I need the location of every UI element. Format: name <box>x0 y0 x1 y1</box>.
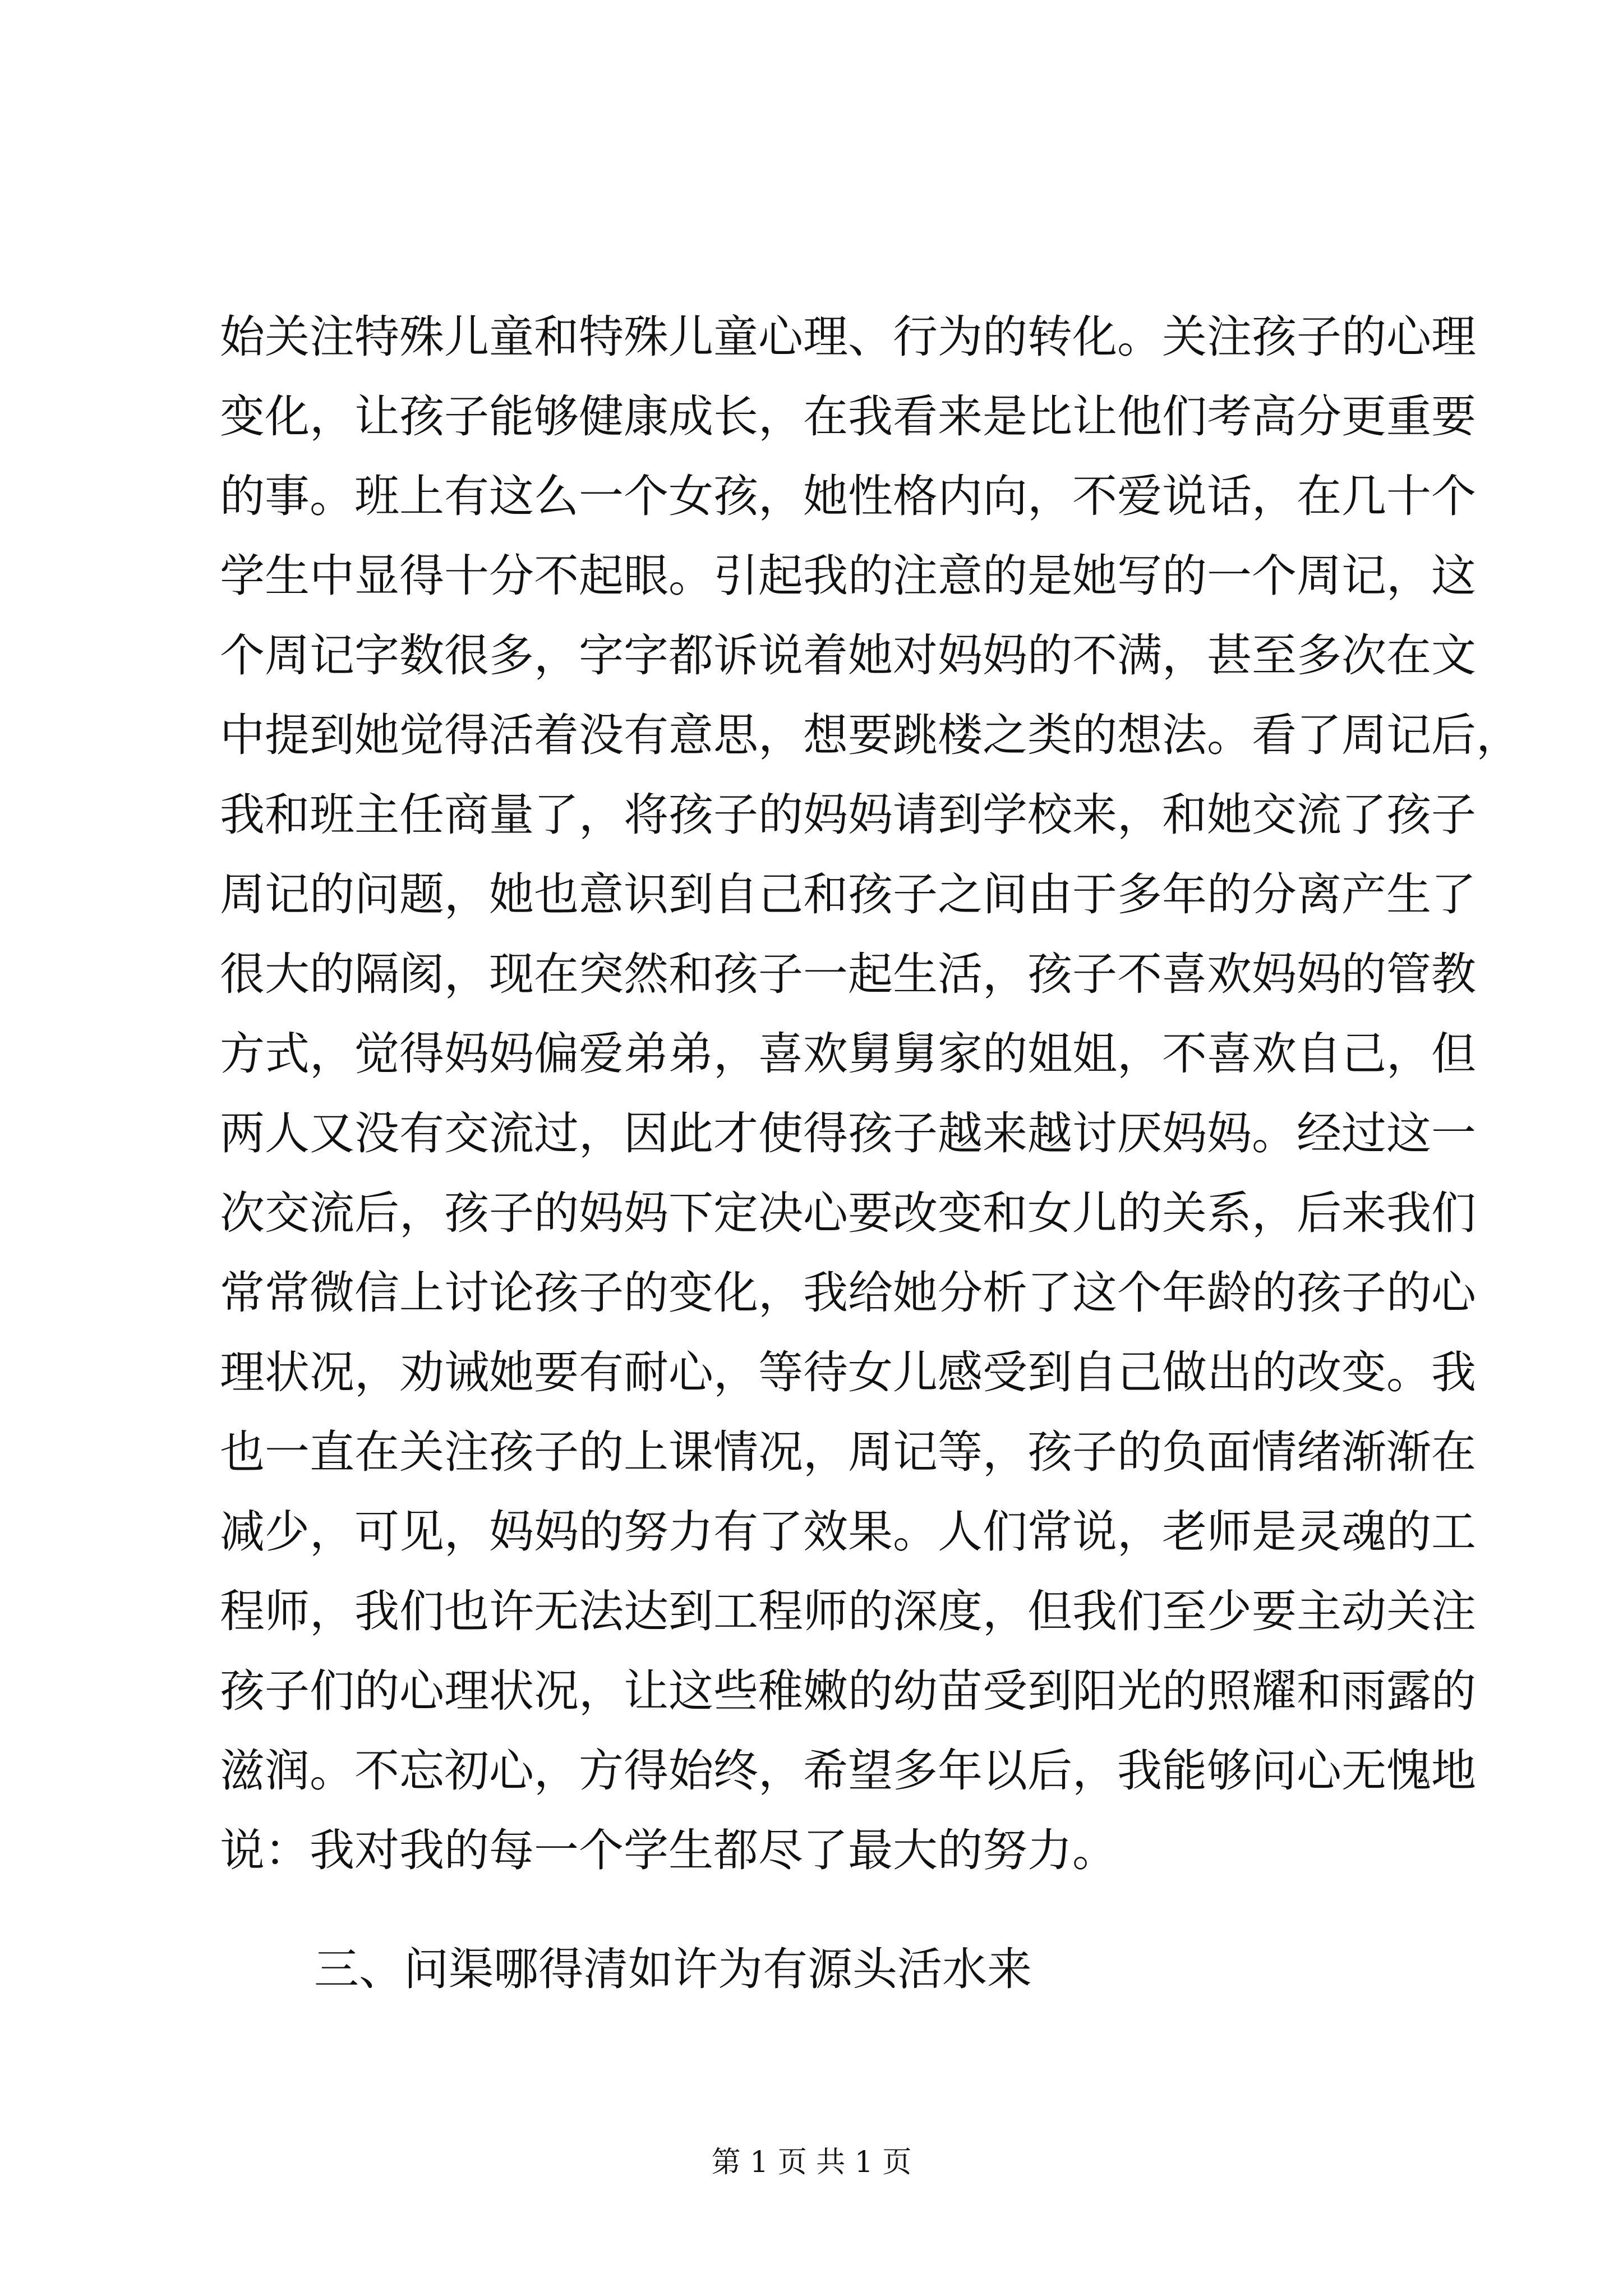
paragraph-line: 我和班主任商量了，将孩子的妈妈请到学校来，和她交流了孩子 <box>220 789 1476 841</box>
body-paragraph <box>220 297 1521 1890</box>
paragraph-line: 个周记字数很多，字字都诉说着她对妈妈的不满，甚至多次在文 <box>220 629 1476 682</box>
paragraph-line: 减少，可见，妈妈的努力有了效果。人们常说，老师是灵魂的工 <box>220 1506 1476 1558</box>
paragraph-line: 也一直在关注孩子的上课情况，周记等，孩子的负面情绪渐渐在 <box>220 1426 1476 1478</box>
paragraph-line: 始关注特殊儿童和特殊儿童心理、行为的转化。关注孩子的心理 <box>220 311 1476 363</box>
paragraph-line: 常常微信上讨论孩子的变化，我给她分析了这个年龄的孩子的心 <box>220 1267 1476 1319</box>
paragraph-line: 次交流后，孩子的妈妈下定决心要改变和女儿的关系，后来我们 <box>220 1187 1476 1239</box>
paragraph-line: 学生中显得十分不起眼。引起我的注意的是她写的一个周记，这 <box>220 550 1476 602</box>
paragraph-line: 两人又没有交流过，因此才使得孩子越来越讨厌妈妈。经过这一 <box>220 1107 1476 1159</box>
paragraph-line: 很大的隔阂，现在突然和孩子一起生活，孩子不喜欢妈妈的管教 <box>220 948 1476 1000</box>
paragraph-line: 滋润。不忘初心，方得始终，希望多年以后，我能够问心无愧地 <box>220 1745 1476 1797</box>
paragraph-line: 变化，让孩子能够健康成长，在我看来是比让他们考高分更重要 <box>220 390 1476 443</box>
paragraph-line: 程师，我们也许无法达到工程师的深度，但我们至少要主动关注 <box>220 1585 1476 1637</box>
paragraph-line: 说：我对我的每一个学生都尽了最大的努力。 <box>220 1824 1117 1876</box>
page-footer: 第 1 页 共 1 页 <box>711 2146 912 2179</box>
paragraph-line: 中提到她觉得活着没有意思，想要跳楼之类的想法。看了周记后， <box>220 709 1521 761</box>
section-heading: 三、问渠哪得清如许为有源头活水来 <box>314 1943 1032 1995</box>
paragraph-line: 孩子们的心理状况，让这些稚嫩的幼苗受到阳光的照耀和雨露的 <box>220 1665 1476 1717</box>
paragraph-line: 的事。班上有这么一个女孩，她性格内向，不爱说话，在几十个 <box>220 470 1476 522</box>
paragraph-line: 方式，觉得妈妈偏爱弟弟，喜欢舅舅家的姐姐，不喜欢自己，但 <box>220 1028 1476 1080</box>
paragraph-line: 理状况，劝诫她要有耐心，等待女儿感受到自己做出的改变。我 <box>220 1346 1476 1398</box>
paragraph-line: 周记的问题，她也意识到自己和孩子之间由于多年的分离产生了 <box>220 868 1476 921</box>
